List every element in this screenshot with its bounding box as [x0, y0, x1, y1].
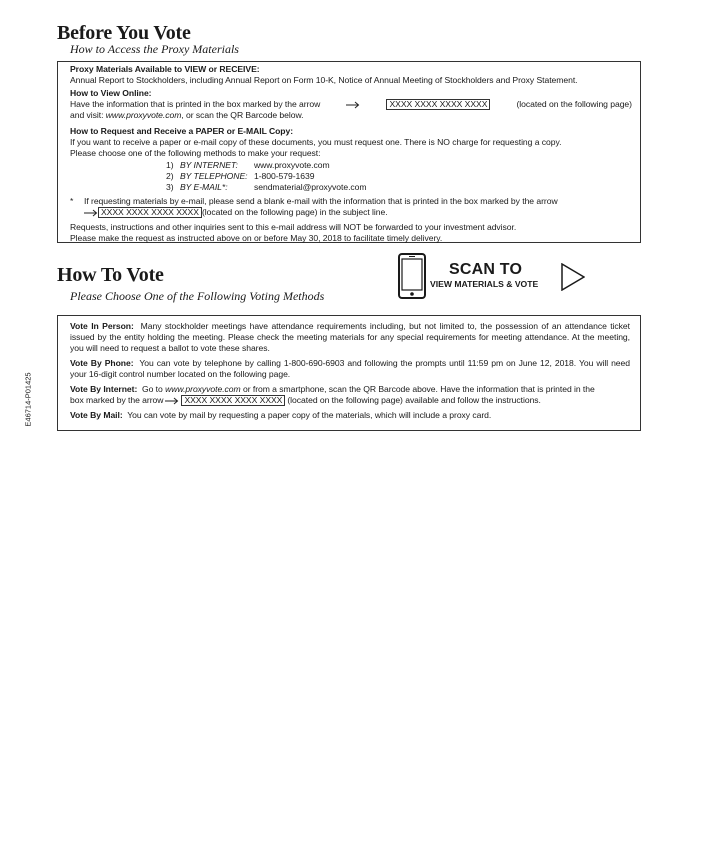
footnote-text: If requesting materials by e-mail, please send a blank e-mail with the information that is printed in the box marked by the arrow: [84, 196, 558, 206]
mail-text: You can vote by mail by requesting a paper copy of the materials, which will include a proxy card.: [127, 410, 492, 420]
in-person-text: Many stockholder meetings have attendance requirements including, but not limited to, the possession of an attendance ticket issued by the entity holding the meeting. Please check the meeting materials for any special requirements for meeting attendance. At the meeting, you will need to request a ballot to vote these shares.: [70, 321, 630, 353]
footnote-line-2: [70, 207, 632, 218]
phone-label: Vote By Phone:: [70, 358, 134, 368]
control-number-box: XXXX XXXX XXXX XXXX: [181, 395, 285, 406]
arrow-icon: [84, 207, 98, 218]
scan-to-vote-banner: [398, 252, 598, 300]
play-arrow-icon: [561, 263, 585, 296]
scan-to-subtitle: VIEW MATERIALS & VOTE: [430, 279, 539, 289]
vote-by-phone: [70, 358, 630, 380]
vote-by-mail: [70, 410, 630, 421]
footnote-text-2: (located on the following page) in the subject line.: [201, 207, 388, 217]
internet-line-2: box marked by the arrow XXXX XXXX XXXX XXXX (located on the following page) available and follow the instructions.: [70, 395, 541, 405]
telephone-number[interactable]: 1-800-579-1639: [254, 171, 315, 181]
document-code: E46714-P01425: [23, 372, 33, 427]
vote-title: How To Vote: [57, 264, 164, 286]
proxy-materials-box: [57, 61, 641, 243]
view-online-line: [70, 99, 632, 110]
view-online-heading: How to View Online:: [70, 88, 152, 98]
view-online-visit: [70, 110, 632, 121]
footnote-line-1: * If requesting materials by e-mail, please send a blank e-mail with the information that is printed in the box marked by the arrow: [70, 196, 558, 206]
qr-text: , or scan the QR Barcode below.: [181, 110, 304, 120]
method-email: 3) BY E-MAIL*: sendmaterial@proxyvote.com: [166, 182, 367, 192]
view-online-located: (located on the following page): [516, 99, 632, 109]
control-number-box: XXXX XXXX XXXX XXXX: [386, 99, 490, 110]
vote-subtitle: Please Choose One of the Following Voting Methods: [70, 289, 325, 303]
before-subtitle: How to Access the Proxy Materials: [70, 42, 239, 56]
proxyvote-link[interactable]: www.proxyvote.com: [105, 110, 182, 120]
request-heading: How to Request and Receive a PAPER or E-MAIL Copy:: [70, 126, 294, 136]
method-telephone: 2) BY TELEPHONE: 1-800-579-1639: [166, 171, 315, 181]
voting-methods-box: [57, 315, 641, 431]
internet-url[interactable]: www.proxyvote.com: [254, 160, 330, 170]
request-line-1: If you want to receive a paper or e-mail copy of these documents, you must request one. There is NO charge for requesting a copy.: [70, 137, 562, 147]
control-number-box: XXXX XXXX XXXX XXXX: [98, 207, 202, 218]
note-1: Requests, instructions and other inquiries sent to this e-mail address will NOT be forwarded to your investment advisor.: [70, 222, 517, 232]
vote-by-internet: [70, 384, 630, 406]
mail-label: Vote By Mail:: [70, 410, 123, 420]
internet-line-1: Vote By Internet: Go to www.proxyvote.com or from a smartphone, scan the QR Barcode above. Have the information that is printed in the: [70, 384, 595, 394]
vote-proxyvote-link[interactable]: www.proxyvote.com: [165, 384, 241, 394]
internet-label: Vote By Internet:: [70, 384, 138, 394]
available-heading: Proxy Materials Available to VIEW or RECEIVE:: [70, 64, 260, 74]
method-internet: 1) BY INTERNET: www.proxyvote.com: [166, 160, 330, 170]
scan-to-title: SCAN TO: [449, 261, 523, 278]
available-text: Annual Report to Stockholders, including Annual Report on Form 10-K, Notice of Annual Meeting of Stockholders and Proxy Statement.: [70, 75, 578, 85]
note-2: Please make the request as instructed above on or before May 30, 2018 to facilitate timely delivery.: [70, 233, 443, 243]
request-line-2: Please choose one of the following methods to make your request:: [70, 148, 321, 158]
email-address[interactable]: sendmaterial@proxyvote.com: [254, 182, 367, 192]
in-person-label: Vote In Person:: [70, 321, 134, 331]
before-title: Before You Vote: [57, 22, 191, 44]
smartphone-icon: [398, 253, 426, 304]
request-methods-list: [166, 160, 632, 193]
view-online-text: Have the information that is printed in the box marked by the arrow: [70, 99, 321, 109]
phone-text: You can vote by telephone by calling 1-800-690-6903 and following the prompts until 11:59 pm on June 12, 2018. You will need your 16-digit control number located on the following page.: [70, 358, 630, 379]
vote-in-person: [70, 321, 630, 354]
arrow-icon: [165, 395, 179, 406]
visit-text: and visit:: [70, 110, 106, 120]
arrow-icon: [346, 99, 360, 110]
